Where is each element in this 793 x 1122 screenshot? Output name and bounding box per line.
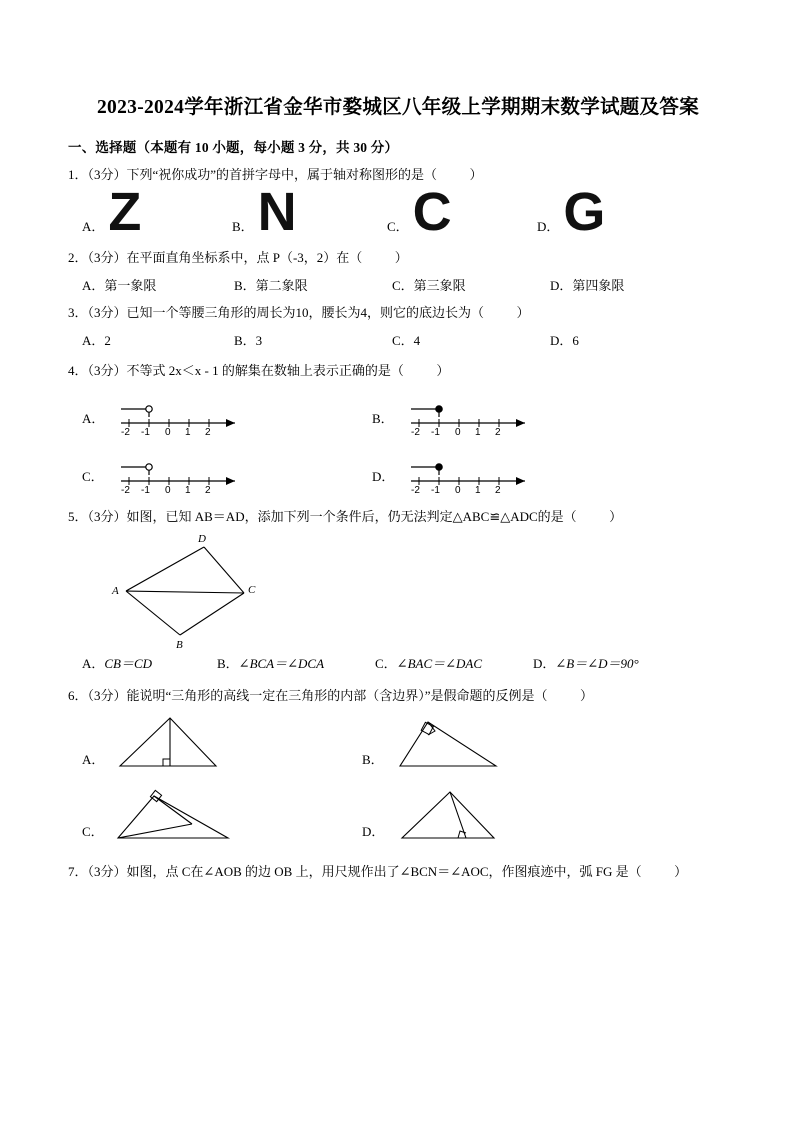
question-3 <box>68 303 728 323</box>
option-b-glyph: N <box>257 182 297 243</box>
option-b-letter: B． <box>234 277 256 293</box>
svg-text:-1: -1 <box>431 484 441 493</box>
option-d-letter: D． <box>372 468 395 484</box>
triangle-with-inner-altitude <box>388 782 508 846</box>
question-6 <box>68 686 728 706</box>
option-d[interactable] <box>533 653 639 672</box>
option-a-letter: A． <box>82 656 105 672</box>
kite-figure <box>94 531 274 651</box>
option-a-text: CB＝CD <box>104 656 153 672</box>
option-a-letter: A． <box>82 277 105 293</box>
option-a-letter: A． <box>82 218 105 234</box>
option-c-letter: C． <box>375 656 397 672</box>
option-b[interactable] <box>362 712 508 774</box>
option-c-letter: C． <box>392 277 414 293</box>
option-a[interactable] <box>82 275 234 294</box>
question-7-stem: 7．（3分）如图，点 C在∠AOB 的边 OB 上，用尺规作出了∠BCN＝∠AOC，作图痕迹中，弧 FG 是（ ） <box>68 864 688 880</box>
option-a[interactable] <box>82 653 217 672</box>
option-d-letter: D． <box>362 824 385 840</box>
number-line-c <box>107 445 247 493</box>
option-d-glyph: G <box>563 182 606 243</box>
svg-text:A: A <box>112 585 119 598</box>
svg-text:0: 0 <box>455 484 461 493</box>
question-5-figure <box>68 531 728 651</box>
option-b-letter: B． <box>362 752 384 768</box>
svg-text:C: C <box>248 584 256 597</box>
question-3-stem: 3．（3分）已知一个等腰三角形的周长为10，腰长为4，则它的底边长为（ ） <box>68 304 530 320</box>
svg-text:-2: -2 <box>411 484 421 493</box>
document-content <box>68 90 728 882</box>
option-c[interactable] <box>392 275 550 294</box>
svg-text:1: 1 <box>184 484 191 493</box>
svg-text:-1: -1 <box>141 426 151 435</box>
question-5 <box>68 507 728 527</box>
option-b-letter: B． <box>234 332 256 348</box>
question-4-options-row-2 <box>82 445 728 493</box>
option-b-letter: B． <box>372 410 394 426</box>
question-1-options <box>68 182 728 243</box>
option-c-letter: C． <box>387 218 409 234</box>
option-c-letter: C． <box>82 468 104 484</box>
option-b-text: 第二象限 <box>255 277 308 293</box>
question-6-options-row-2 <box>68 782 728 846</box>
option-d-text: 6 <box>572 332 579 348</box>
question-2-stem: 2．（3分）在平面直角坐标系中，点 P（-3，2）在（ ） <box>68 249 408 265</box>
option-b[interactable] <box>232 182 387 243</box>
option-d-letter: D． <box>533 656 556 672</box>
page-title: 2023-2024学年浙江省金华市婺城区八年级上学期期末数学试题及答案 <box>97 97 699 118</box>
question-4 <box>68 361 728 381</box>
question-2 <box>68 248 728 268</box>
option-d[interactable] <box>550 275 624 294</box>
option-d-text: ∠B＝∠D＝90° <box>555 656 639 672</box>
number-line-b <box>397 387 537 435</box>
option-c[interactable] <box>375 653 533 672</box>
option-b-text: ∠BCA＝∠DCA <box>238 656 325 672</box>
option-a[interactable] <box>82 712 362 774</box>
option-a-text: 第一象限 <box>104 277 157 293</box>
option-b[interactable] <box>372 387 537 435</box>
svg-text:-2: -2 <box>410 426 420 435</box>
option-b-letter: B． <box>232 218 254 234</box>
acute-triangle-with-altitude <box>108 712 228 774</box>
option-b-letter: B． <box>217 656 239 672</box>
svg-text:-1: -1 <box>140 484 150 493</box>
svg-text:1: 1 <box>474 426 481 435</box>
question-1-stem: 1．（3分）下列“祝你成功”的首拼字母中，属于轴对称图形的是（ ） <box>68 167 483 183</box>
question-5-stem: 5．（3分）如图，已知 AB＝AD，添加下列一个条件后，仍无法判定△ABC≌△ADC的是（ ） <box>68 508 623 524</box>
option-a-text: 2 <box>104 332 111 348</box>
option-c[interactable] <box>387 182 537 243</box>
svg-text:-2: -2 <box>121 426 131 435</box>
option-c-letter: C． <box>392 332 414 348</box>
question-6-options-row-1 <box>68 712 728 774</box>
option-c-letter: C． <box>82 824 104 840</box>
svg-text:-1: -1 <box>430 426 440 435</box>
obtuse-triangle-with-external-altitude <box>108 782 238 846</box>
option-b[interactable] <box>217 653 375 672</box>
question-6-stem: 6．（3分）能说明“三角形的高线一定在三角形的内部（含边界）”是假命题的反例是（ ） <box>68 688 594 704</box>
option-d[interactable] <box>550 330 579 349</box>
option-a-letter: A． <box>82 332 105 348</box>
question-4-options <box>68 387 728 493</box>
svg-text:0: 0 <box>164 484 171 493</box>
number-line-a <box>107 387 247 435</box>
svg-text:2: 2 <box>495 484 501 493</box>
svg-text:2: 2 <box>204 484 211 493</box>
question-7 <box>68 862 728 882</box>
question-4-stem: 4．（3分）不等式 2x＜x - 1 的解集在数轴上表示正确的是（ ） <box>68 362 450 378</box>
option-d[interactable] <box>537 182 606 243</box>
option-c[interactable] <box>82 782 362 846</box>
option-c-glyph: C <box>412 182 452 243</box>
svg-text:-2: -2 <box>120 484 130 493</box>
option-d[interactable] <box>372 445 537 493</box>
option-c-text: 4 <box>413 332 421 348</box>
svg-text:D: D <box>198 533 206 546</box>
svg-text:0: 0 <box>165 426 171 435</box>
option-c[interactable] <box>392 330 550 349</box>
question-3-options <box>68 330 728 349</box>
option-d[interactable] <box>362 782 508 846</box>
question-4-options-row-1 <box>82 387 728 435</box>
svg-text:0: 0 <box>454 426 461 435</box>
option-c-text: ∠BAC＝∠DAC <box>396 656 483 672</box>
right-triangle <box>388 712 508 774</box>
option-b-text: 3 <box>255 332 263 348</box>
option-d-letter: D． <box>550 332 573 348</box>
question-1 <box>68 165 728 185</box>
question-5-options <box>68 653 728 672</box>
option-b[interactable] <box>234 330 392 349</box>
option-c-text: 第三象限 <box>413 277 466 293</box>
svg-text:1: 1 <box>185 426 191 435</box>
option-d-letter: D． <box>550 277 573 293</box>
svg-text:2: 2 <box>205 426 211 435</box>
option-c[interactable] <box>82 445 372 493</box>
option-a-letter: A． <box>82 752 105 768</box>
option-d-letter: D． <box>537 218 560 234</box>
number-line-d <box>397 445 537 493</box>
option-a[interactable] <box>82 182 232 243</box>
option-d-text: 第四象限 <box>572 277 625 293</box>
option-a-letter: A． <box>82 410 105 426</box>
section-heading: 一、选择题（本题有 10 小题，每小题 3 分，共 30 分） <box>68 140 399 156</box>
option-b[interactable] <box>234 275 392 294</box>
svg-text:2: 2 <box>494 426 501 435</box>
svg-text:B: B <box>176 639 183 652</box>
option-a[interactable] <box>82 387 372 435</box>
option-a-glyph: Z <box>108 182 142 243</box>
question-2-options <box>68 275 728 294</box>
svg-text:1: 1 <box>475 484 481 493</box>
option-a[interactable] <box>82 330 234 349</box>
